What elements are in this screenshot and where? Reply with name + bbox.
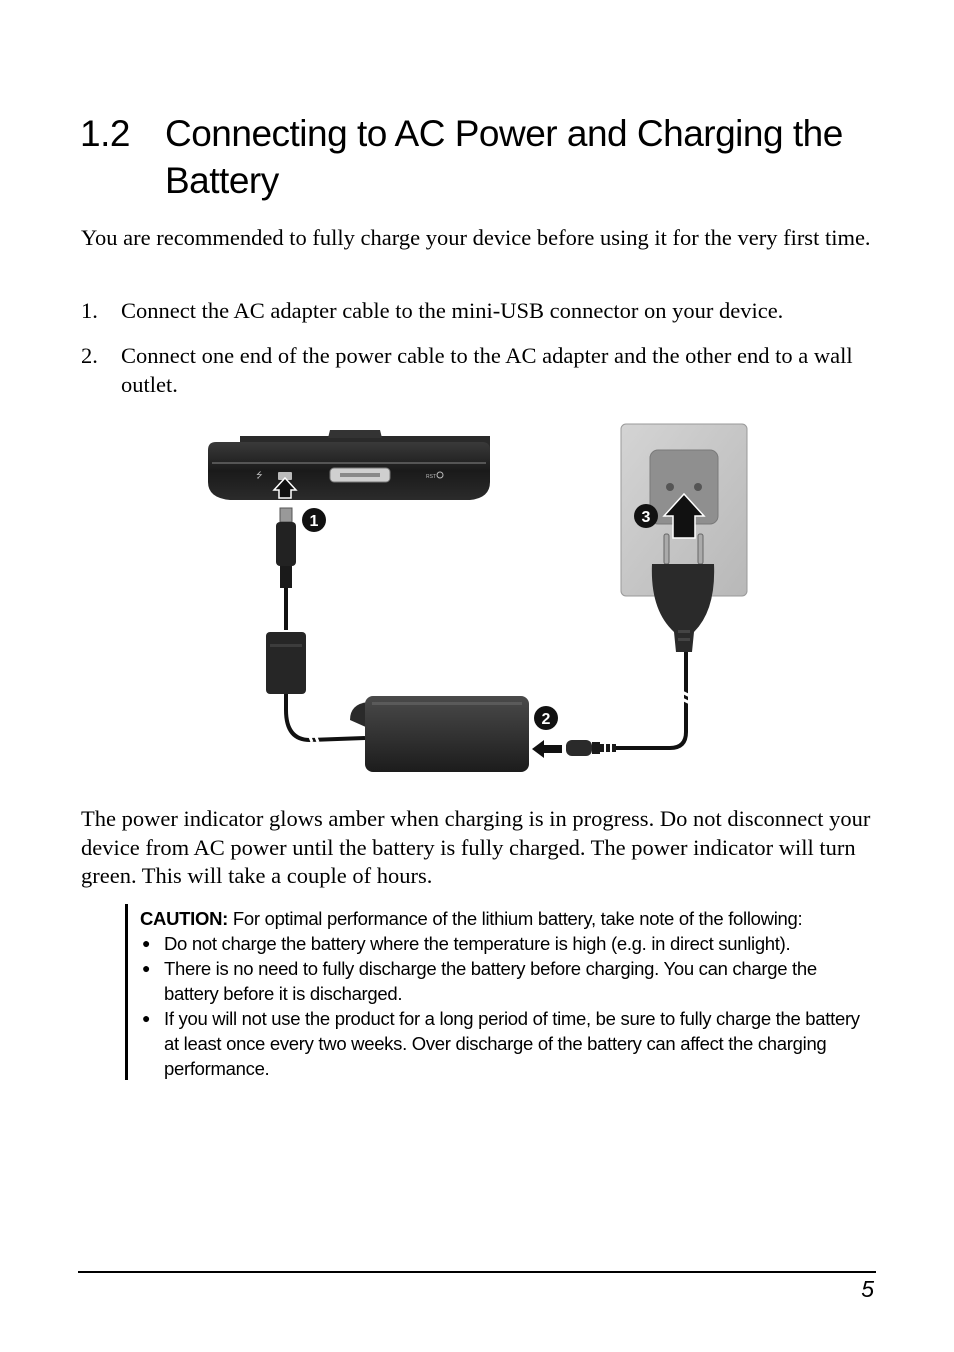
section-title: Connecting to AC Power and Charging the Battery	[165, 113, 843, 201]
caution-list	[140, 931, 860, 1081]
usb-cable	[266, 508, 365, 742]
callout-1	[302, 508, 326, 532]
step-text: Connect one end of the power cable to the AC adapter and the other end to a wall outlet.	[121, 343, 853, 397]
caution-intro: For optimal performance of the lithium battery, take note of the following:	[228, 908, 803, 929]
callout-number: 1	[309, 513, 319, 530]
bullet-icon: ●	[142, 935, 151, 951]
ac-adapter	[350, 696, 529, 772]
list-item-text: There is no need to fully discharge the battery before charging. You can charge the battery before it is discharged.	[164, 958, 817, 1004]
caution-label: CAUTION:	[140, 908, 229, 929]
list-item	[140, 931, 860, 956]
callout-number: 3	[641, 509, 651, 526]
list-item	[140, 1006, 860, 1081]
arrow-left-icon	[532, 740, 562, 758]
footer-divider	[78, 1271, 876, 1273]
step-text: Connect the AC adapter cable to the mini-USB connector on your device.	[121, 298, 784, 323]
caution-note	[125, 904, 868, 1080]
page-number: 5	[861, 1276, 874, 1302]
usb-symbol-icon: ⭍	[256, 471, 263, 480]
list-item-text: If you will not use the product for a long period of time, be sure to fully charge the battery at least once every two weeks. Over discharge of the battery can affect the charging performance.	[164, 1008, 860, 1079]
charging-paragraph: The power indicator glows amber when charging is in progress. Do not disconnect your device from AC power until the battery is fully charged. The power indicator will turn green. This will take a couple of hours.	[81, 806, 871, 888]
caution-heading	[140, 906, 860, 931]
svg-text:RST: RST	[426, 474, 436, 480]
list-item-text: Do not charge the battery where the temperature is high (e.g. in direct sunlight).	[164, 933, 791, 954]
callout-2	[534, 706, 558, 730]
navigation-device	[208, 430, 490, 500]
callout-3	[634, 504, 658, 528]
bullet-icon: ●	[142, 1010, 151, 1026]
bullet-icon: ●	[142, 960, 151, 976]
intro-paragraph: You are recommended to fully charge your device before using it for the very first time.	[81, 225, 871, 250]
power-cable	[566, 652, 690, 756]
list-item	[140, 956, 860, 1006]
step-number: 1.	[81, 298, 98, 323]
callout-number: 2	[541, 711, 551, 728]
section-number: 1.2	[80, 113, 130, 154]
step-number: 2.	[81, 343, 98, 368]
charging-illustration	[200, 420, 760, 782]
